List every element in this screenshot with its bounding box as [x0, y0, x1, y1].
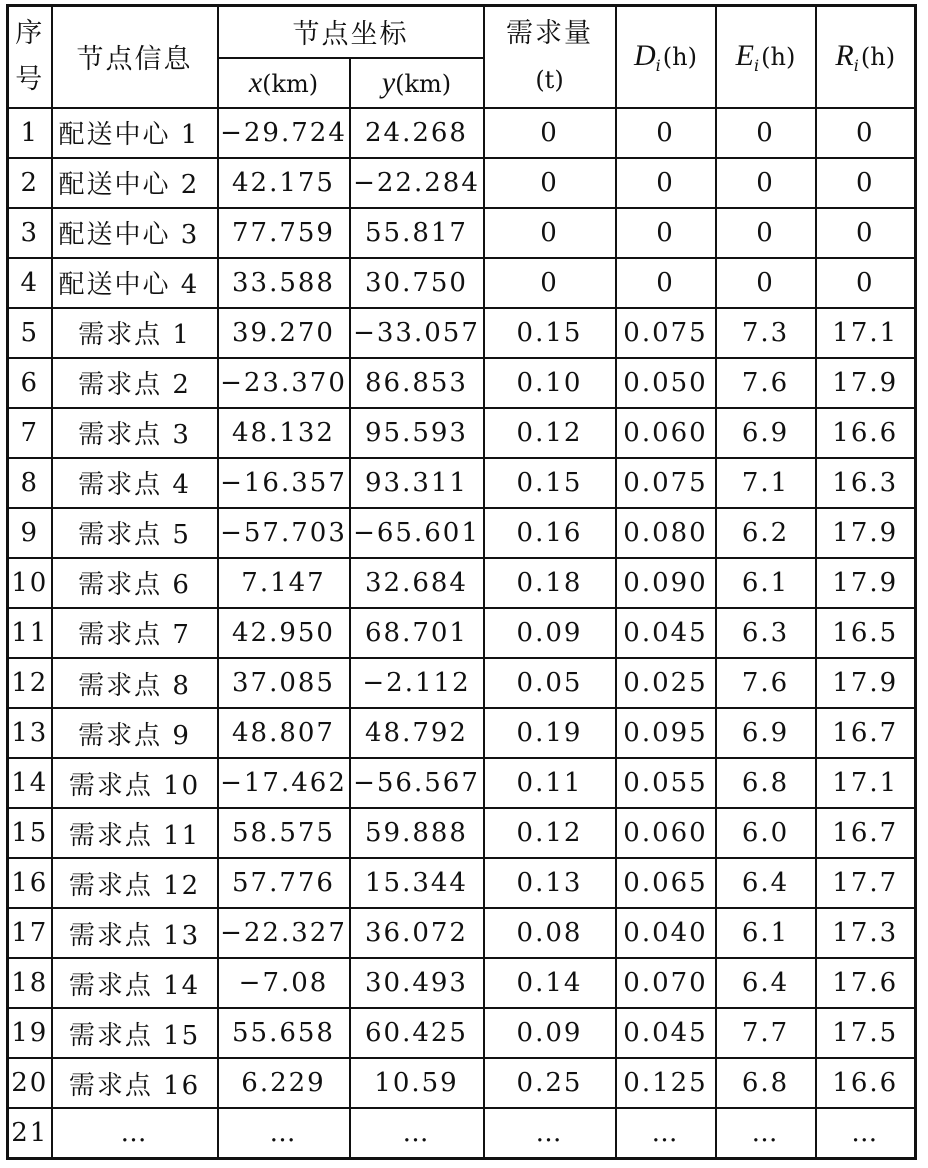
e-value: 6.8 [716, 758, 816, 808]
node-name: 需求点 5 [52, 508, 218, 558]
header-demand-label: 需求量 [506, 17, 593, 49]
e-value: 6.9 [716, 408, 816, 458]
x-coord: 48.807 [218, 708, 350, 758]
d-value: 0.125 [616, 1058, 716, 1108]
demand-value: … [484, 1108, 616, 1158]
demand-value: 0.18 [484, 558, 616, 608]
demand-value: 0.10 [484, 358, 616, 408]
d-value: 0.050 [616, 358, 716, 408]
r-value: 0 [816, 258, 916, 308]
y-coord: 55.817 [350, 208, 484, 258]
d-value: 0.025 [616, 658, 716, 708]
header-r-sub: i [853, 55, 861, 75]
header-seq [8, 6, 52, 108]
r-value: 17.9 [816, 358, 916, 408]
y-coord: −33.057 [350, 308, 484, 358]
e-value: 7.3 [716, 308, 816, 358]
table-row [8, 808, 916, 858]
y-coord: −56.567 [350, 758, 484, 808]
node-name: 需求点 4 [52, 458, 218, 508]
demand-value: 0.13 [484, 858, 616, 908]
y-coord: −2.112 [350, 658, 484, 708]
row-number: 16 [8, 858, 52, 908]
header-demand-unit: (t) [535, 65, 564, 94]
node-name: … [52, 1108, 218, 1158]
y-coord: 32.684 [350, 558, 484, 608]
x-coord: 39.270 [218, 308, 350, 358]
node-name: 需求点 3 [52, 408, 218, 458]
header-y [350, 58, 484, 108]
r-value: 0 [816, 208, 916, 258]
node-name: 需求点 7 [52, 608, 218, 658]
x-coord: 7.147 [218, 558, 350, 608]
node-data-table [6, 4, 917, 1160]
row-number: 9 [8, 508, 52, 558]
row-number: 15 [8, 808, 52, 858]
row-number: 10 [8, 558, 52, 608]
row-number: 12 [8, 658, 52, 708]
table-row [8, 1008, 916, 1058]
header-y-unit: (km) [395, 69, 452, 98]
header-r-unit: (h) [860, 42, 896, 71]
r-value: 17.6 [816, 958, 916, 1008]
e-value: 6.1 [716, 558, 816, 608]
x-coord: 42.950 [218, 608, 350, 658]
header-x [218, 58, 350, 108]
table-row [8, 258, 916, 308]
x-coord: 6.229 [218, 1058, 350, 1108]
r-value: … [816, 1108, 916, 1158]
node-name: 需求点 8 [52, 658, 218, 708]
header-d-sub: i [655, 55, 663, 75]
x-coord: −22.327 [218, 908, 350, 958]
d-value: 0.075 [616, 308, 716, 358]
header-y-var: y [381, 65, 396, 99]
y-coord: 95.593 [350, 408, 484, 458]
x-coord: 33.588 [218, 258, 350, 308]
x-coord: 58.575 [218, 808, 350, 858]
node-name: 需求点 16 [52, 1058, 218, 1108]
e-value: … [716, 1108, 816, 1158]
x-coord: 42.175 [218, 158, 350, 208]
r-value: 17.9 [816, 658, 916, 708]
header-e-unit: (h) [761, 42, 796, 71]
e-value: 6.3 [716, 608, 816, 658]
e-value: 6.1 [716, 908, 816, 958]
r-value: 17.9 [816, 558, 916, 608]
header-e-sub: i [754, 55, 762, 75]
header-node-coords: 节点坐标 [218, 6, 484, 58]
table-row [8, 108, 916, 158]
e-value: 0 [716, 158, 816, 208]
demand-value: 0.15 [484, 458, 616, 508]
table-row [8, 558, 916, 608]
r-value: 0 [816, 158, 916, 208]
row-number: 13 [8, 708, 52, 758]
d-value: 0.045 [616, 1008, 716, 1058]
d-value: 0.065 [616, 858, 716, 908]
y-coord: 68.701 [350, 608, 484, 658]
x-coord: −7.08 [218, 958, 350, 1008]
node-name: 配送中心 2 [52, 158, 218, 208]
node-name: 需求点 1 [52, 308, 218, 358]
table-row [8, 658, 916, 708]
row-number: 1 [8, 108, 52, 158]
node-name: 需求点 9 [52, 708, 218, 758]
row-number: 4 [8, 258, 52, 308]
table-row [8, 608, 916, 658]
y-coord: 36.072 [350, 908, 484, 958]
demand-value: 0.08 [484, 908, 616, 958]
node-name: 需求点 2 [52, 358, 218, 408]
row-number: 5 [8, 308, 52, 358]
r-value: 17.3 [816, 908, 916, 958]
y-coord: 15.344 [350, 858, 484, 908]
table-row [8, 708, 916, 758]
e-value: 7.1 [716, 458, 816, 508]
x-coord: 37.085 [218, 658, 350, 708]
d-value: 0.095 [616, 708, 716, 758]
r-value: 16.3 [816, 458, 916, 508]
row-number: 11 [8, 608, 52, 658]
demand-value: 0 [484, 108, 616, 158]
d-value: 0 [616, 208, 716, 258]
demand-value: 0.12 [484, 408, 616, 458]
demand-value: 0.09 [484, 1008, 616, 1058]
header-demand [484, 6, 616, 108]
r-value: 16.6 [816, 408, 916, 458]
r-value: 16.6 [816, 1058, 916, 1108]
table-row [8, 858, 916, 908]
table-row [8, 358, 916, 408]
header-x-var: x [248, 65, 263, 99]
node-name: 需求点 12 [52, 858, 218, 908]
table-row [8, 158, 916, 208]
r-value: 17.1 [816, 308, 916, 358]
row-number: 14 [8, 758, 52, 808]
e-value: 0 [716, 208, 816, 258]
header-d [616, 6, 716, 108]
e-value: 0 [716, 108, 816, 158]
demand-value: 0 [484, 158, 616, 208]
d-value: 0.060 [616, 408, 716, 458]
y-coord: −65.601 [350, 508, 484, 558]
demand-value: 0.15 [484, 308, 616, 358]
x-coord: −23.370 [218, 358, 350, 408]
x-coord: … [218, 1108, 350, 1158]
d-value: 0 [616, 158, 716, 208]
e-value: 7.6 [716, 658, 816, 708]
node-name: 配送中心 4 [52, 258, 218, 308]
header-d-unit: (h) [662, 42, 697, 71]
demand-value: 0.12 [484, 808, 616, 858]
e-value: 7.7 [716, 1008, 816, 1058]
demand-value: 0 [484, 208, 616, 258]
table-row [8, 1108, 916, 1158]
y-coord: 86.853 [350, 358, 484, 408]
y-coord: −22.284 [350, 158, 484, 208]
e-value: 6.2 [716, 508, 816, 558]
d-value: 0.080 [616, 508, 716, 558]
y-coord: 48.792 [350, 708, 484, 758]
d-value: 0.055 [616, 758, 716, 808]
table-row [8, 508, 916, 558]
e-value: 6.8 [716, 1058, 816, 1108]
e-value: 7.6 [716, 358, 816, 408]
node-name: 需求点 13 [52, 908, 218, 958]
header-x-unit: (km) [262, 69, 319, 98]
demand-value: 0.11 [484, 758, 616, 808]
node-name: 需求点 11 [52, 808, 218, 858]
header-e [716, 6, 816, 108]
header-r-var: R [835, 38, 854, 72]
d-value: 0 [616, 258, 716, 308]
table-row [8, 1058, 916, 1108]
e-value: 6.9 [716, 708, 816, 758]
demand-value: 0.16 [484, 508, 616, 558]
header-seq-top: 序 [15, 17, 45, 49]
row-number: 19 [8, 1008, 52, 1058]
x-coord: 55.658 [218, 1008, 350, 1058]
x-coord: −17.462 [218, 758, 350, 808]
x-coord: 77.759 [218, 208, 350, 258]
r-value: 17.1 [816, 758, 916, 808]
row-number: 20 [8, 1058, 52, 1108]
row-number: 2 [8, 158, 52, 208]
d-value: 0.090 [616, 558, 716, 608]
table-row [8, 458, 916, 508]
demand-value: 0 [484, 258, 616, 308]
demand-value: 0.19 [484, 708, 616, 758]
row-number: 6 [8, 358, 52, 408]
e-value: 6.0 [716, 808, 816, 858]
header-d-var: D [634, 38, 656, 72]
r-value: 17.5 [816, 1008, 916, 1058]
header-node-info: 节点信息 [52, 6, 218, 108]
node-name: 需求点 10 [52, 758, 218, 808]
e-value: 0 [716, 258, 816, 308]
y-coord: 59.888 [350, 808, 484, 858]
table-row [8, 908, 916, 958]
demand-value: 0.14 [484, 958, 616, 1008]
x-coord: −57.703 [218, 508, 350, 558]
table-row [8, 758, 916, 808]
table-row [8, 308, 916, 358]
x-coord: −29.724 [218, 108, 350, 158]
d-value: 0.075 [616, 458, 716, 508]
table-row [8, 208, 916, 258]
d-value: … [616, 1108, 716, 1158]
r-value: 17.9 [816, 508, 916, 558]
e-value: 6.4 [716, 958, 816, 1008]
table-row [8, 408, 916, 458]
node-name: 需求点 6 [52, 558, 218, 608]
d-value: 0 [616, 108, 716, 158]
row-number: 17 [8, 908, 52, 958]
r-value: 16.5 [816, 608, 916, 658]
y-coord: 93.311 [350, 458, 484, 508]
y-coord: … [350, 1108, 484, 1158]
x-coord: 48.132 [218, 408, 350, 458]
y-coord: 10.59 [350, 1058, 484, 1108]
d-value: 0.060 [616, 808, 716, 858]
r-value: 0 [816, 108, 916, 158]
demand-value: 0.25 [484, 1058, 616, 1108]
x-coord: 57.776 [218, 858, 350, 908]
y-coord: 60.425 [350, 1008, 484, 1058]
row-number: 3 [8, 208, 52, 258]
row-number: 18 [8, 958, 52, 1008]
node-name: 配送中心 1 [52, 108, 218, 158]
y-coord: 30.750 [350, 258, 484, 308]
y-coord: 30.493 [350, 958, 484, 1008]
d-value: 0.040 [616, 908, 716, 958]
row-number: 21 [8, 1108, 52, 1158]
y-coord: 24.268 [350, 108, 484, 158]
node-name: 需求点 15 [52, 1008, 218, 1058]
demand-value: 0.09 [484, 608, 616, 658]
node-name: 配送中心 3 [52, 208, 218, 258]
demand-value: 0.05 [484, 658, 616, 708]
r-value: 16.7 [816, 808, 916, 858]
d-value: 0.045 [616, 608, 716, 658]
r-value: 17.7 [816, 858, 916, 908]
header-seq-bottom: 号 [15, 63, 45, 95]
header-e-var: E [735, 38, 754, 72]
row-number: 8 [8, 458, 52, 508]
table-body [8, 108, 916, 1159]
node-name: 需求点 14 [52, 958, 218, 1008]
table-row [8, 958, 916, 1008]
d-value: 0.070 [616, 958, 716, 1008]
header-r [816, 6, 916, 108]
x-coord: −16.357 [218, 458, 350, 508]
e-value: 6.4 [716, 858, 816, 908]
row-number: 7 [8, 408, 52, 458]
r-value: 16.7 [816, 708, 916, 758]
